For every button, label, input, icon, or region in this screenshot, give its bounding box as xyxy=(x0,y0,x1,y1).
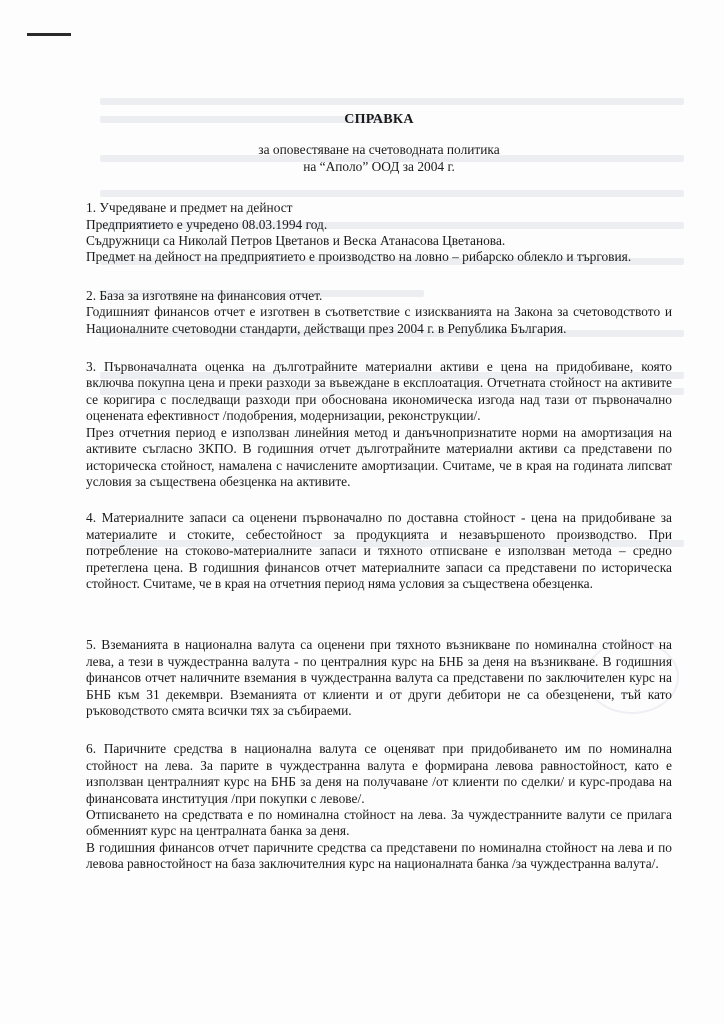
section-4-text: 4. Материалните запаси са оценени първоначално по доставна стойност - цена на придобиване за материалите и стоките, себестойност за продукцията и незавършеното производство. При потребление на стоково-материалните запаси и тяхното отписване е използван метода – средно претеглена цена. В годишния финансов отчет материалните запаси са представени по историческа стойност. Считаме, че в края на отчетния период няма условия за съществена обезценка. xyxy=(86,510,672,591)
section-1-line3: Предмет на дейност на предприятието е производство на ловно – рибарско облекло и търговия. xyxy=(86,249,632,265)
section-3-paragraph-2: През отчетния период е използван линейния метод и данъчнопризнатите норми на амортизация на активите съгласно ЗКПО. В годишния отчет дълготрайните материални активи са представени по историческа стойност, намалена с начислените амортизации. Считаме, че в края на годината липсват условия за съществена обезценка на активите. xyxy=(86,424,672,489)
corner-mark xyxy=(27,33,71,36)
section-1-line1: Предприятието е учредено 08.03.1994 год. xyxy=(86,216,328,232)
section-6-paragraph-3: В годишния финансов отчет паричните средства са представени по номинална стойност на лева и по левова равностойност на база заключителния курс на националната банка /за чуждестранна валута/. xyxy=(86,839,672,872)
document-body xyxy=(86,112,672,873)
document-subtitle-line2: на “Аполо” ООД за 2004 г. xyxy=(303,158,455,174)
section-3-paragraph-1: 3. Първоначалната оценка на дълготрайните материални активи е цена на придобиване, която включва покупна цена и преки разходи за въвеждане в експлоатация. Отчетната стойност на активите се коригира с последващи разходи при обоснована икономическа изгода над тази от първоначално оценената ефективност /подобрения, модернизации, реконструкции/. xyxy=(86,359,672,424)
section-2-text: Годишният финансов отчет е изготвен в съответствие с изискванията на Закона за счетоводството и Националните счетоводни стандарти, действащи през 2004 г. в Република България. xyxy=(86,304,672,336)
section-5-text: 5. Вземанията в национална валута са оценени при тяхното възникване по номинална стойност на лева, а тези в чуждестранна валута - по централния курс на БНБ за деня на възникване. В годишния финансов отчет наличните вземания в чуждестранна валута са представени по заключителен курс на БНБ към 31 декември. Вземанията от клиенти и от други дебитори не са обезценени, тъй като ръководството смята всички тях за събираеми. xyxy=(86,637,672,718)
section-1-line2: Съдружници са Николай Петров Цветанов и Веска Атанасова Цветанова. xyxy=(86,233,506,249)
section-6-paragraph-1: 6. Паричните средства в национална валута се оценяват при придобиването им по номинална стойност на лева. За парите в чуждестранна валута е формирана левова равностойност, като е използван централният курс на БНБ за деня на получаване /от клиенти по сделки/ и курс-продава на финансовата институция /при покупки с левове/. xyxy=(86,741,672,806)
bleed-through-line xyxy=(100,98,684,105)
document-subtitle-line1: за оповестяване на счетоводната политика xyxy=(258,142,500,158)
section-6-paragraph-2: Отписването на средствата е по номинална стойност на лева. За чуждестранните валути се прилага обменният курс на централната банка за деня. xyxy=(86,807,672,839)
document-title: СПРАВКА xyxy=(344,112,414,127)
section-1-heading: 1. Учредяване и предмет на дейност xyxy=(86,200,293,216)
section-2-heading: 2. База за изготвяне на финансовия отчет. xyxy=(86,287,323,303)
